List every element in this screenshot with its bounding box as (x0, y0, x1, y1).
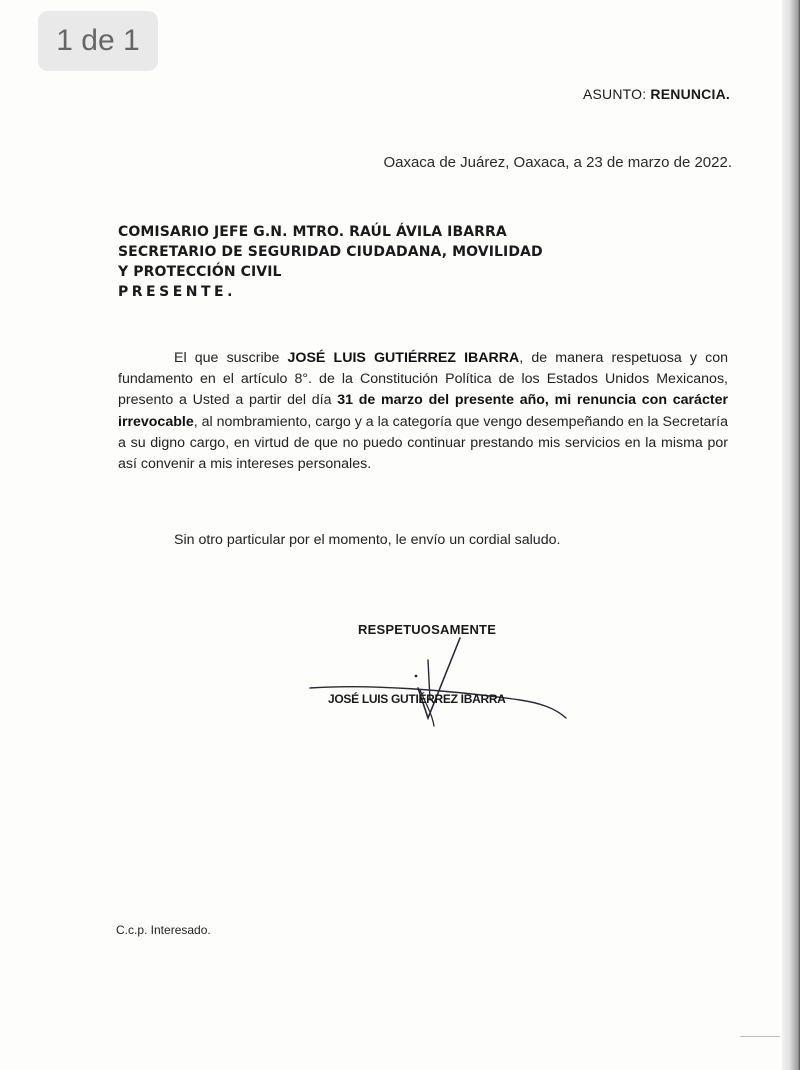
body-text: El que suscribe (174, 350, 288, 366)
valediction: RESPETUOSAMENTE (358, 622, 497, 637)
body-text: , al nombramiento, cargo y a la categoría que vengo desempeñando en la Secretaría a su digno cargo, en virtud de que no puedo continuar prestando mis servicios en la misma por así convenir a mis intereses personales. (118, 413, 728, 473)
subject-line (583, 86, 730, 102)
addressee-block (118, 222, 543, 302)
addressee-line: COMISARIO JEFE G.N. MTRO. RAÚL ÁVILA IBARRA (118, 224, 507, 240)
body-text: , de manera respetuosa y con fundamento en el artículo 8°. de la Constitución Política de los Estados Unidos Mexicanos, presento a Usted a partir del día (118, 350, 728, 409)
addressee-presente: PRESENTE. (118, 284, 236, 300)
closing-line: Sin otro particular por el momento, le envío un cordial saludo. (174, 532, 561, 548)
body-bold-date: 31 de marzo del presente año, mi renuncia con carácter irrevocable (118, 392, 728, 430)
subject-value: RENUNCIA. (650, 86, 730, 102)
date-line: Oaxaca de Juárez, Oaxaca, a 23 de marzo de 2022. (383, 154, 732, 171)
page-edge-shadow (782, 0, 800, 1070)
addressee-line: Y PROTECCIÓN CIVIL (118, 264, 282, 280)
page-counter: 1 de 1 (38, 11, 158, 71)
signer-name: JOSÉ LUIS GUTIÉRREZ IBARRA (328, 692, 506, 706)
subject-prefix: ASUNTO: (582, 86, 647, 102)
divider (740, 1036, 780, 1037)
ccp-line: C.c.p. Interesado. (116, 923, 211, 937)
body-name: JOSÉ LUIS GUTIÉRREZ IBARRA (287, 350, 520, 366)
addressee-line: SECRETARIO DE SEGURIDAD CIUDADANA, MOVILIDAD (118, 244, 543, 260)
body-paragraph (118, 348, 728, 475)
handwritten-signature (300, 630, 590, 740)
